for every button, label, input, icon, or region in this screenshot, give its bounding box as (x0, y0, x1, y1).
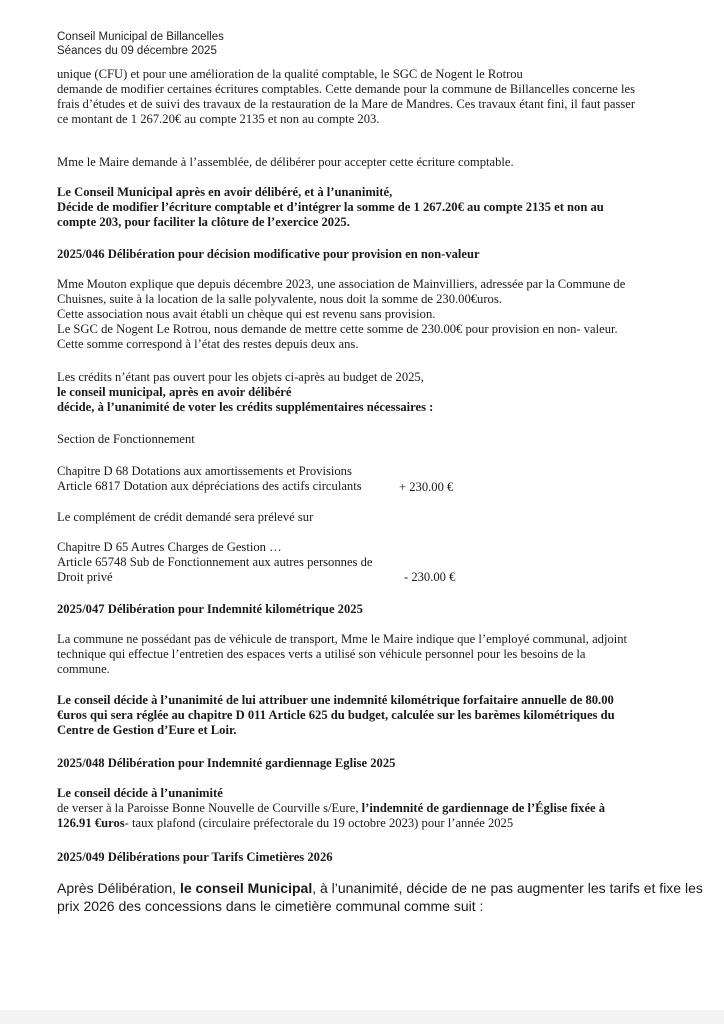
text-line: €uros qui sera réglée au chapitre D 011 Article 625 du budget, calculée sur les barèmes kilométriques du (57, 708, 615, 722)
header-session-date: Séances du 09 décembre 2025 (57, 45, 217, 57)
text-line: Cette association nous avait établi un chèque qui est revenu sans provision. (57, 307, 436, 321)
text-span: le conseil Municipal (179, 880, 313, 896)
section-047-decision (57, 693, 672, 738)
text-span: , à l’unanimité, décide de ne pas augmenter les tarifs et fixe les (312, 880, 703, 896)
text-line: commune. (57, 662, 110, 676)
chapitre-68-block (57, 464, 672, 494)
text-line: le conseil municipal, après en avoir délibéré (57, 385, 292, 399)
text-line: Le conseil décide à l’unanimité (57, 786, 223, 800)
text-line: Centre de Gestion d’Eure et Loir. (57, 723, 237, 737)
amount-plus: + 230.00 € (399, 480, 454, 494)
text-span: l’indemnité de gardiennage de l’Église fixée à (361, 801, 606, 815)
complement-line: Le complément de crédit demandé sera prélevé sur (57, 510, 314, 524)
text-line: unique (CFU) et pour une amélioration de la qualité comptable, le SGC de Nogent le Rotrou (57, 67, 523, 81)
text-line: Mme Mouton explique que depuis décembre 2023, une association de Mainvilliers, adressée par la Commune de (57, 277, 626, 291)
section-049-body (57, 879, 703, 915)
text-line: Droit privé (57, 570, 113, 584)
text-line: décide, à l’unanimité de voter les crédits supplémentaires nécessaires : (57, 400, 434, 414)
text-span: 126.91 €uros (57, 816, 125, 830)
section-049-heading: 2025/049 Délibérations pour Tarifs Cimetières 2026 (57, 850, 333, 864)
text-line: Article 65748 Sub de Fonctionnement aux autres personnes de (57, 555, 373, 569)
intro-paragraph (57, 67, 672, 127)
section-048-body (57, 786, 672, 831)
text-line: demande de modifier certaines écritures comptables. Cette demande pour la commune de Billancelles concerne les (57, 82, 636, 96)
text-line: compte 203, pour faciliter la clôture de l’exercice 2025. (57, 215, 350, 229)
text-span: - taux plafond (circulaire préfectorale du 19 octobre 2023) pour l’année 2025 (124, 816, 514, 830)
text-line (57, 879, 703, 897)
text-line (57, 816, 672, 831)
text-span: de verser à la Paroisse Bonne Nouvelle de Courville s/Eure, (57, 801, 362, 815)
text-line: Le Conseil Municipal après en avoir délibéré, et à l’unanimité, (57, 185, 393, 199)
text-line: Cette somme correspond à l’état des restes depuis deux ans. (57, 337, 359, 351)
section-047-body (57, 632, 672, 677)
section-047-heading: 2025/047 Délibération pour Indemnité kilométrique 2025 (57, 602, 363, 616)
section-046-heading: 2025/046 Délibération pour décision modificative pour provision en non-valeur (57, 247, 480, 261)
text-line: Décide de modifier l’écriture comptable et d’intégrer la somme de 1 267.20€ au compte 2135 et non au (57, 200, 604, 214)
text-line: Chuisnes, suite à la location de la salle polyvalente, nous doit la somme de 230.00€uros. (57, 292, 502, 306)
text-line: Le conseil décide à l’unanimité de lui attribuer une indemnité kilométrique forfaitaire annuelle de 80.00 (57, 693, 614, 707)
text-line: Article 6817 Dotation aux dépréciations des actifs circulants (57, 479, 362, 493)
text-line: prix 2026 des concessions dans le cimetière communal comme suit : (57, 898, 484, 914)
text-line: ce montant de 1 267.20€ au compte 2135 et non au compte 203. (57, 112, 380, 126)
text-line: Chapitre D 65 Autres Charges de Gestion … (57, 540, 282, 554)
text-line: frais d’études et de suivi des travaux de la restauration de la Mare de Mandres. Ces travaux étant fini, il faut passer (57, 97, 636, 111)
text-line (57, 801, 672, 816)
scan-bottom-edge (0, 1010, 724, 1024)
text-line: Chapitre D 68 Dotations aux amortissements et Provisions (57, 464, 352, 478)
section-048-heading: 2025/048 Délibération pour Indemnité gardiennage Eglise 2025 (57, 756, 396, 770)
amount-minus: - 230.00 € (404, 570, 456, 584)
maire-request: Mme le Maire demande à l’assemblée, de délibérer pour accepter cette écriture comptable. (57, 155, 514, 169)
header-council-name: Conseil Municipal de Billancelles (57, 31, 224, 43)
chapitre-65-block (57, 540, 672, 585)
credits-paragraph (57, 370, 672, 415)
text-line: technique qui effectue l’entretien des espaces verts a utilisé son véhicule personnel pour les besoins de la (57, 647, 586, 661)
decision-paragraph (57, 185, 672, 230)
text-span: Après Délibération, (57, 880, 180, 896)
text-line: La commune ne possédant pas de véhicule de transport, Mme le Maire indique que l’employé communal, adjoint (57, 632, 628, 646)
section-046-body (57, 277, 672, 352)
text-line: Le SGC de Nogent Le Rotrou, nous demande de mettre cette somme de 230.00€ pour provision en non- valeur. (57, 322, 618, 336)
section-label: Section de Fonctionnement (57, 432, 195, 446)
text-line: Les crédits n’étant pas ouvert pour les objets ci-après au budget de 2025, (57, 370, 424, 384)
